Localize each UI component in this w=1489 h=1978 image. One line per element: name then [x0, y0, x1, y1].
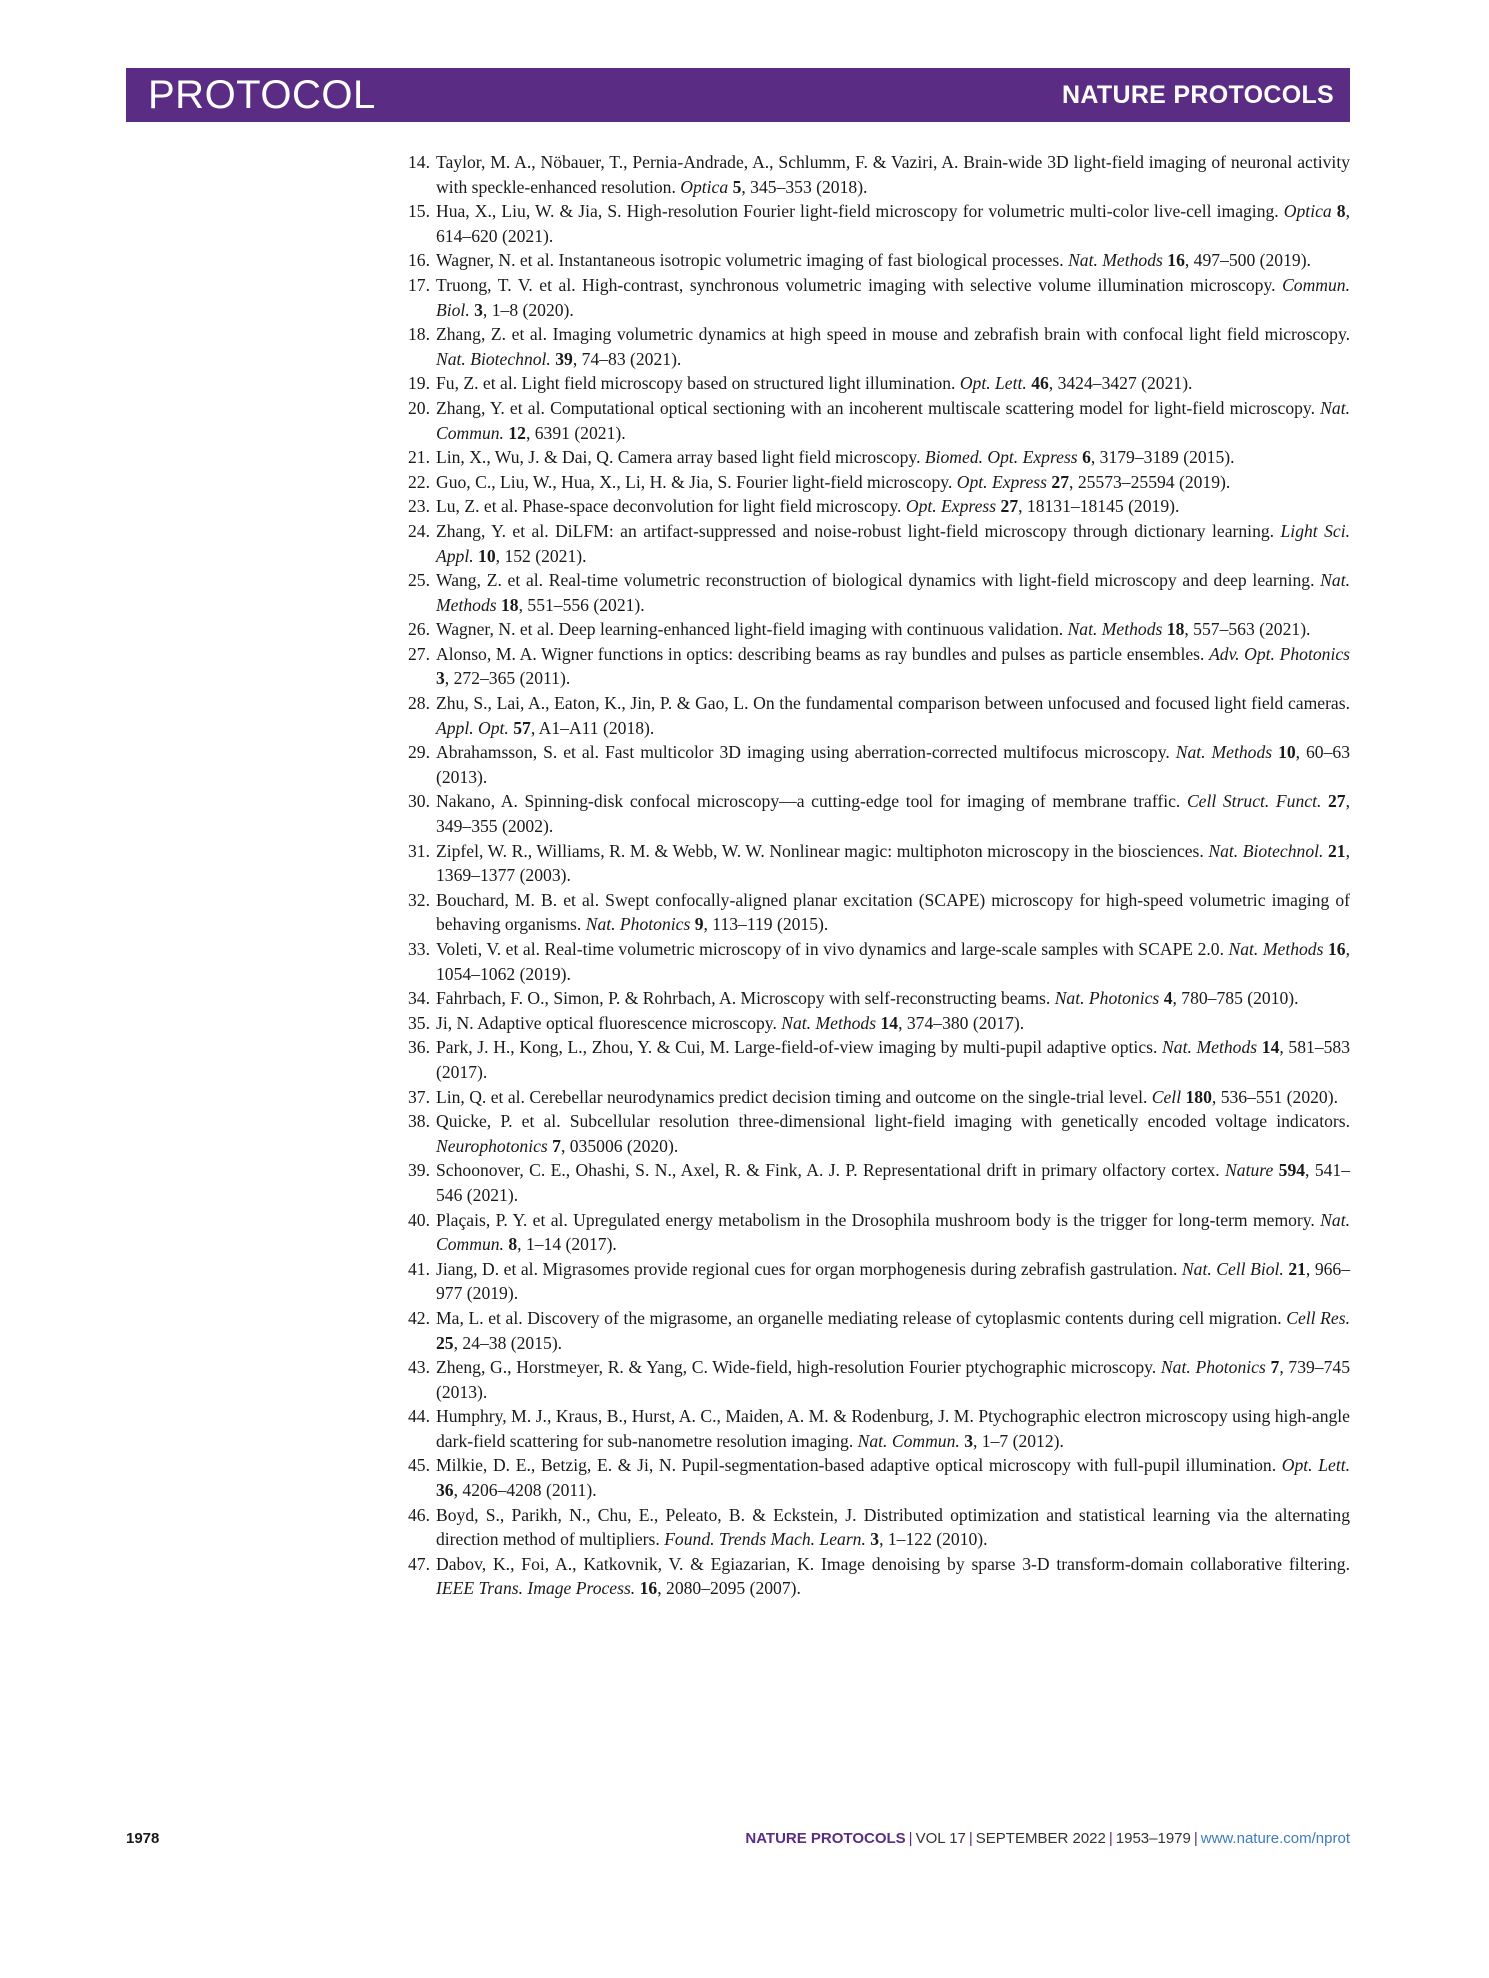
volume-number: 7 [552, 1135, 561, 1156]
citation-text: , 6391 (2021). [525, 422, 626, 443]
citation-text: , 497–500 (2019). [1184, 250, 1311, 271]
reference-text [436, 1453, 1350, 1502]
citation-text: , 3179–3189 (2015). [1090, 447, 1235, 468]
citation-text: , 152 (2021). [495, 545, 587, 566]
journal-title: Biomed. Opt. Express [924, 447, 1078, 468]
reference-item [398, 445, 1350, 470]
volume-number: 10 [478, 545, 496, 566]
citation-text: , 3424–3427 (2021). [1048, 373, 1193, 394]
reference-item [398, 1355, 1350, 1404]
reference-text [436, 839, 1350, 888]
reference-number: 44. [408, 1406, 430, 1427]
section-label: PROTOCOL [148, 72, 376, 117]
citation-text: Dabov, K., Foi, A., Katkovnik, V. & Egiazarian, K. Image denoising by sparse 3-D transform-domain collaborative filtering. [436, 1553, 1350, 1574]
reference-number: 38. [408, 1111, 430, 1132]
reference-text [436, 396, 1350, 445]
journal-title: Cell Res. [1286, 1307, 1350, 1328]
citation-text: Zheng, G., Horstmeyer, R. & Yang, C. Wide-field, high-resolution Fourier ptychographic microscopy. [436, 1357, 1161, 1378]
citation-text: Taylor, M. A., Nöbauer, T., Pernia-Andrade, A., Schlumm, F. & Vaziri, A. Brain-wide 3D light-field imaging of neuronal activity with speckle-enhanced resolution. [436, 152, 1350, 197]
citation-text: , 2080–2095 (2007). [657, 1578, 801, 1599]
reference-item [398, 150, 1350, 199]
journal-title: Opt. Lett. [1281, 1455, 1350, 1476]
volume-number: 3 [870, 1529, 880, 1550]
citation-text: Quicke, P. et al. Subcellular resolution three-dimensional light-field imaging with genetically encoded voltage indicators. [436, 1111, 1350, 1132]
volume-number: 14 [1261, 1037, 1280, 1058]
citation-text: , 113–119 (2015). [703, 914, 829, 935]
reference-text [436, 445, 1350, 470]
reference-text [436, 642, 1350, 691]
volume-number: 12 [508, 422, 526, 443]
journal-title: Neurophotonics [436, 1135, 548, 1156]
journal-title: Nat. Photonics [1160, 1357, 1266, 1378]
journal-title: IEEE Trans. Image Process. [436, 1578, 636, 1599]
citation-text: , 541–546 (2021). [436, 1160, 1351, 1205]
reference-number: 35. [408, 1012, 430, 1033]
volume-number: 39 [555, 348, 573, 369]
reference-number: 29. [408, 742, 430, 763]
reference-number: 37. [408, 1086, 430, 1107]
citation-text: Park, J. H., Kong, L., Zhou, Y. & Cui, M. Large-field-of-view imaging by multi-pupil adaptive optics. [436, 1037, 1163, 1058]
volume-number: 18 [501, 594, 519, 615]
journal-title: Cell [1151, 1086, 1182, 1107]
reference-number: 31. [408, 840, 430, 861]
reference-text [436, 740, 1350, 789]
citation-text: Bouchard, M. B. et al. Swept confocally-aligned planar excitation (SCAPE) microscopy for high-speed volumetric imaging of behaving organisms. [436, 889, 1350, 935]
citation-text: , 25573–25594 (2019). [1069, 471, 1231, 492]
volume-number: 8 [508, 1234, 518, 1255]
volume-number: 25 [436, 1332, 454, 1353]
reference-number: 28. [408, 693, 430, 714]
reference-item [398, 519, 1350, 568]
reference-number: 46. [408, 1504, 430, 1525]
journal-title: Optica [1283, 201, 1332, 222]
page-header-bar [126, 68, 1350, 122]
reference-number: 36. [408, 1037, 430, 1058]
volume-number: 10 [1278, 742, 1296, 763]
volume-number: 8 [1336, 201, 1346, 222]
reference-number: 17. [408, 274, 430, 295]
citation-text: Zhang, Y. et al. Computational optical sectioning with an incoherent multiscale scattering model for light-field microscopy. [436, 397, 1321, 418]
volume-number: 4 [1163, 988, 1173, 1009]
journal-title: Nat. Biotechnol. [1208, 840, 1324, 861]
volume-number: 9 [694, 914, 704, 935]
journal-title: Nat. Commun. [436, 1209, 1350, 1255]
citation-text: Fu, Z. et al. Light field microscopy based on structured light illumination. [436, 373, 960, 394]
reference-number: 25. [408, 570, 430, 591]
reference-item [398, 642, 1350, 691]
reference-text [436, 1257, 1350, 1306]
volume-number: 27 [1328, 791, 1346, 812]
reference-text [436, 1035, 1350, 1084]
citation-text: Lin, Q. et al. Cerebellar neurodynamics predict decision timing and outcome on the single-trial level. [436, 1086, 1152, 1107]
volume-number: 21 [1288, 1258, 1306, 1279]
reference-text [436, 789, 1350, 838]
citation-text: , 24–38 (2015). [453, 1332, 563, 1353]
citation-text: Nakano, A. Spinning-disk confocal microscopy—a cutting-edge tool for imaging of membrane traffic. [436, 791, 1187, 812]
reference-text [436, 371, 1350, 396]
journal-title: Nat. Biotechnol. [436, 348, 551, 369]
reference-item [398, 1552, 1350, 1601]
citation-text: Zipfel, W. R., Williams, R. M. & Webb, W. W. Nonlinear magic: multiphoton microscopy in the biosciences. [436, 840, 1209, 861]
reference-number: 34. [408, 988, 430, 1009]
citation-text: , 581–583 (2017). [436, 1037, 1351, 1082]
citation-text: Zhang, Z. et al. Imaging volumetric dynamics at high speed in mouse and zebrafish brain with confocal light field microscopy. [436, 324, 1350, 345]
reference-number: 22. [408, 471, 430, 492]
citation-text: , 536–551 (2020). [1211, 1086, 1338, 1107]
journal-title: Nat. Methods [1162, 1037, 1258, 1058]
reference-number: 39. [408, 1160, 430, 1181]
volume-number: 16 [639, 1578, 658, 1599]
citation-text: Truong, T. V. et al. High-contrast, synchronous volumetric imaging with selective volume illumination microscopy. [436, 274, 1283, 295]
footer-date: SEPTEMBER 2022 [975, 1830, 1106, 1847]
reference-number: 33. [408, 939, 430, 959]
volume-number: 594 [1278, 1160, 1306, 1181]
journal-title: Nat. Methods [1068, 250, 1163, 271]
citation-text: , 1–122 (2010). [879, 1529, 988, 1550]
reference-item [398, 199, 1350, 248]
reference-number: 42. [408, 1307, 430, 1328]
citation-text: Abrahamsson, S. et al. Fast multicolor 3D imaging using aberration-corrected multifocus microscopy. [436, 742, 1176, 763]
footer-citation [745, 1830, 1350, 1847]
journal-title: Optica [680, 176, 729, 197]
reference-number: 45. [408, 1455, 430, 1476]
citation-text: , 60–63 (2013). [436, 742, 1350, 787]
citation-text: Lu, Z. et al. Phase-space deconvolution for light field microscopy. [436, 496, 906, 517]
reference-text [436, 568, 1350, 617]
reference-item [398, 986, 1350, 1011]
reference-item [398, 1453, 1350, 1502]
reference-item [398, 371, 1350, 396]
citation-text: Jiang, D. et al. Migrasomes provide regional cues for organ morphogenesis during zebrafish gastrulation. [436, 1258, 1182, 1279]
citation-text: Voleti, V. et al. Real-time volumetric microscopy of in vivo dynamics and large-scale samples with SCAPE 2.0. [436, 939, 1229, 959]
volume-number: 180 [1185, 1086, 1212, 1107]
journal-title: Nat. Photonics [585, 914, 691, 935]
journal-title: Appl. Opt. [436, 717, 509, 738]
volume-number: 14 [880, 1012, 899, 1033]
citation-text: , 272–365 (2011). [444, 668, 571, 689]
journal-title: Adv. Opt. Photonics [1209, 643, 1350, 664]
reference-number: 15. [408, 201, 430, 222]
reference-text [436, 248, 1350, 273]
citation-text: , 1–7 (2012). [973, 1430, 1064, 1451]
reference-item [398, 248, 1350, 273]
journal-title: Light Sci. Appl. [436, 520, 1350, 566]
reference-text [436, 1404, 1350, 1453]
citation-text: Wagner, N. et al. Instantaneous isotropic volumetric imaging of fast biological processes. [436, 250, 1069, 271]
reference-number: 21. [408, 447, 430, 468]
citation-text: , 035006 (2020). [560, 1135, 679, 1156]
citation-text: Lin, X., Wu, J. & Dai, Q. Camera array based light field microscopy. [436, 447, 925, 468]
reference-number: 19. [408, 373, 430, 394]
volume-number: 27 [1000, 496, 1019, 517]
reference-item [398, 937, 1350, 986]
citation-text: , 1369–1377 (2003). [436, 840, 1350, 886]
volume-number: 46 [1031, 373, 1049, 394]
citation-text: , 1054–1062 (2019). [436, 939, 1350, 984]
volume-number: 5 [732, 176, 742, 197]
citation-text: Alonso, M. A. Wigner functions in optics: describing beams as ray bundles and pulses as particle ensembles. [436, 643, 1210, 664]
reference-text [436, 322, 1350, 371]
reference-text [436, 691, 1350, 740]
reference-list [398, 150, 1350, 1601]
reference-item [398, 888, 1350, 937]
reference-number: 24. [408, 520, 430, 541]
reference-number: 30. [408, 791, 430, 812]
volume-number: 57 [513, 717, 531, 738]
reference-item [398, 1208, 1350, 1257]
reference-item [398, 1109, 1350, 1158]
reference-item [398, 568, 1350, 617]
journal-title: Nat. Methods [781, 1012, 877, 1033]
footer-separator: | [1193, 1830, 1198, 1847]
reference-text [436, 1158, 1350, 1207]
reference-text [436, 1552, 1350, 1601]
reference-text [436, 199, 1350, 248]
footer-separator: | [968, 1830, 973, 1847]
journal-name-header: NATURE PROTOCOLS [1062, 80, 1334, 109]
journal-title: Nat. Commun. [857, 1430, 960, 1451]
reference-text [436, 150, 1350, 199]
citation-text: , 557–563 (2021). [1184, 619, 1311, 640]
reference-text [436, 519, 1350, 568]
reference-item [398, 617, 1350, 642]
reference-item [398, 1404, 1350, 1453]
citation-text: , 345–353 (2018). [741, 176, 868, 197]
volume-number: 36 [436, 1480, 454, 1501]
footer-separator: | [908, 1830, 913, 1847]
reference-number: 40. [408, 1209, 430, 1230]
citation-text: , 374–380 (2017). [898, 1012, 1025, 1033]
reference-number: 27. [408, 643, 430, 664]
citation-text: Zhang, Y. et al. DiLFM: an artifact-suppressed and noise-robust light-field microscopy through dictionary learning. [436, 520, 1281, 541]
reference-number: 41. [408, 1258, 430, 1279]
citation-text: , 1–14 (2017). [517, 1234, 617, 1255]
journal-title: Found. Trends Mach. Learn. [664, 1529, 866, 1550]
citation-text: , A1–A11 (2018). [530, 717, 655, 738]
citation-text: , 74–83 (2021). [572, 348, 682, 369]
journal-title: Nat. Cell Biol. [1181, 1258, 1284, 1279]
volume-number: 27 [1051, 471, 1070, 492]
reference-text [436, 1109, 1350, 1158]
journal-title: Commun. Biol. [436, 274, 1350, 320]
reference-item [398, 396, 1350, 445]
reference-text [436, 470, 1350, 495]
reference-text [436, 937, 1350, 986]
reference-text [436, 1011, 1350, 1036]
footer-journal: NATURE PROTOCOLS [745, 1830, 906, 1847]
citation-text: Plaçais, P. Y. et al. Upregulated energy metabolism in the Drosophila mushroom body is the trigger for long-term memory. [436, 1209, 1321, 1230]
citation-text: Milkie, D. E., Betzig, E. & Ji, N. Pupil-segmentation-based adaptive optical microscopy with full-pupil illumination. [436, 1455, 1282, 1476]
citation-text: , 614–620 (2021). [436, 201, 1350, 246]
reference-text [436, 986, 1350, 1011]
reference-text [436, 1355, 1350, 1404]
reference-number: 14. [408, 152, 430, 172]
reference-item [398, 1503, 1350, 1552]
footer-pages: 1953–1979 [1115, 1830, 1191, 1847]
reference-item [398, 1306, 1350, 1355]
citation-text: , 4206–4208 (2011). [453, 1480, 597, 1501]
citation-text: Fahrbach, F. O., Simon, P. & Rohrbach, A. Microscopy with self-reconstructing beams. [436, 988, 1055, 1009]
journal-title: Nat. Methods [1228, 939, 1324, 959]
reference-number: 16. [408, 250, 430, 271]
volume-number: 16 [1328, 939, 1346, 959]
volume-number: 18 [1166, 619, 1185, 640]
volume-number: 3 [474, 299, 483, 320]
volume-number: 3 [964, 1430, 973, 1451]
citation-text: , 18131–18145 (2019). [1018, 496, 1180, 517]
citation-text: Zhu, S., Lai, A., Eaton, K., Jin, P. & Gao, L. On the fundamental comparison between unfocused and focused light field cameras. [436, 693, 1350, 714]
journal-title: Opt. Express [905, 496, 997, 517]
reference-text [436, 273, 1350, 322]
reference-text [436, 1085, 1350, 1110]
reference-item [398, 1158, 1350, 1207]
reference-item [398, 789, 1350, 838]
reference-item [398, 1085, 1350, 1110]
journal-title: Nature [1225, 1160, 1274, 1181]
journal-title: Nat. Methods [1067, 619, 1163, 640]
reference-number: 23. [408, 496, 430, 517]
journal-title: Opt. Express [956, 471, 1048, 492]
reference-item [398, 273, 1350, 322]
reference-item [398, 1257, 1350, 1306]
citation-text: , 739–745 (2013). [436, 1357, 1350, 1402]
citation-text: Hua, X., Liu, W. & Jia, S. High-resolution Fourier light-field microscopy for volumetric multi-color live-cell imaging. [436, 201, 1284, 222]
reference-item [398, 1035, 1350, 1084]
footer-volume: VOL 17 [915, 1830, 966, 1847]
volume-number: 21 [1328, 840, 1346, 861]
journal-title: Opt. Lett. [959, 373, 1027, 394]
reference-item [398, 740, 1350, 789]
reference-text [436, 1208, 1350, 1257]
reference-number: 43. [408, 1357, 430, 1378]
citation-text: Ji, N. Adaptive optical fluorescence microscopy. [436, 1012, 782, 1033]
page-number: 1978 [126, 1830, 160, 1847]
citation-text: Wagner, N. et al. Deep learning-enhanced light-field imaging with continuous validation. [436, 619, 1068, 640]
volume-number: 6 [1082, 447, 1091, 468]
reference-number: 20. [408, 397, 430, 418]
reference-item [398, 470, 1350, 495]
journal-title: Cell Struct. Funct. [1186, 791, 1322, 812]
citation-text: , 1–8 (2020). [482, 299, 574, 320]
journal-title: Nat. Commun. [436, 397, 1350, 443]
journal-title: Nat. Methods [1175, 742, 1273, 763]
citation-text: , 551–556 (2021). [518, 594, 645, 615]
citation-text: Schoonover, C. E., Ohashi, S. N., Axel, R. & Fink, A. J. P. Representational drift in primary olfactory cortex. [436, 1160, 1226, 1181]
journal-title: Nat. Photonics [1054, 988, 1160, 1009]
reference-item [398, 839, 1350, 888]
volume-number: 16 [1167, 250, 1185, 271]
reference-number: 26. [408, 619, 430, 640]
reference-number: 32. [408, 889, 430, 910]
citation-text: Guo, C., Liu, W., Hua, X., Li, H. & Jia, S. Fourier light-field microscopy. [436, 471, 957, 492]
journal-title: Nat. Methods [436, 570, 1350, 615]
footer-url-link[interactable]: www.nature.com/nprot [1200, 1830, 1350, 1847]
reference-number: 18. [408, 324, 430, 345]
citation-text [1321, 791, 1328, 811]
citation-text: Ma, L. et al. Discovery of the migrasome, an organelle mediating release of cytoplasmic contents during cell migration. [436, 1307, 1287, 1328]
reference-item [398, 322, 1350, 371]
reference-text [436, 1503, 1350, 1552]
reference-item [398, 691, 1350, 740]
volume-number: 3 [436, 668, 445, 689]
citation-text: , 966–977 (2019). [436, 1258, 1351, 1304]
reference-item [398, 494, 1350, 519]
citation-text: Wang, Z. et al. Real-time volumetric reconstruction of biological dynamics with light-field microscopy and deep learning. [436, 570, 1321, 591]
reference-item [398, 1011, 1350, 1036]
citation-text: , 780–785 (2010). [1172, 988, 1299, 1009]
citation-text: , 349–355 (2002). [436, 791, 1350, 837]
footer-separator: | [1108, 1830, 1113, 1847]
reference-text [436, 617, 1350, 642]
reference-number: 47. [408, 1553, 430, 1574]
reference-text [436, 888, 1350, 937]
citation-text: Boyd, S., Parikh, N., Chu, E., Peleato, B. & Eckstein, J. Distributed optimization and statistical learning via the alternating direction method of multipliers. [436, 1504, 1350, 1550]
reference-text [436, 1306, 1350, 1355]
citation-text: Humphry, M. J., Kraus, B., Hurst, A. C., Maiden, A. M. & Rodenburg, J. M. Ptychographic electron microscopy using high-angle dark-field scattering for sub-nanometre resolution imaging. [436, 1406, 1350, 1451]
volume-number: 7 [1270, 1357, 1280, 1378]
reference-text [436, 494, 1350, 519]
